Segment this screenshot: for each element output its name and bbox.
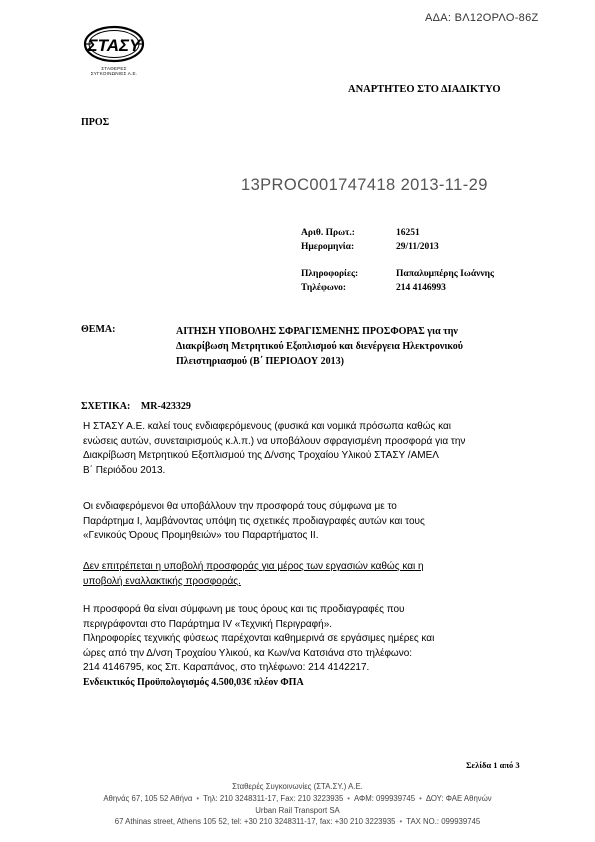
reference-label: ΣΧΕΤΙΚΑ: (81, 401, 131, 412)
posted-notice: ΑΝΑΡΤΗΤΕΟ ΣΤΟ ΔΙΑΔΙΚΤΥΟ (348, 84, 501, 95)
footer (0, 781, 595, 828)
subject-text (176, 324, 536, 369)
subject-line: Διακρίβωση Μετρητικού Εξοπλισμού και διενέργεια Ηλεκτρονικού (176, 341, 463, 352)
body-line: Οι ενδιαφερόμενοι θα υποβάλλουν την προσφορά τους σύμφωνα με το (83, 501, 397, 512)
procurement-id: 13PROC001747418 2013-11-29 (241, 176, 488, 194)
subject-line: ΑΙΤΗΣΗ ΥΠΟΒΟΛΗΣ ΣΦΡΑΓΙΣΜΕΝΗΣ ΠΡΟΣΦΟΡΑΣ για την (176, 326, 458, 337)
logo-wordmark: ΣΤΑΣΥ (87, 36, 141, 55)
page-number: Σελίδα 1 από 3 (466, 760, 520, 770)
recipient-label: ΠΡΟΣ (81, 117, 110, 128)
footer-phone: Τηλ: 210 3248311-17, Fax: 210 3223935 (203, 793, 344, 803)
date-value: 29/11/2013 (396, 242, 439, 252)
footer-tax-office: ΔΟΥ: ΦΑΕ Αθηνών (425, 793, 492, 803)
body-line: 214 4146795, κος Σπ. Καραπάνος, στο τηλέφωνο: 214 4142217. (83, 662, 370, 673)
body-line: ενώσεις αυτών, συνεταιρισμούς κ.λ.π.) να υποβάλουν σφραγισμένη προσφορά για την (83, 435, 466, 447)
body-paragraph-3 (83, 560, 538, 589)
footer-address-en: 67 Athinas street, Athens 105 52, tel: +30 210 3248311-17, fax: +30 210 3223935 (114, 817, 396, 827)
body-paragraph-2 (83, 500, 538, 544)
body-line: ώρες από την Δ/νση Τροχαίου Υλικού, κα Κων/να Κατσιάνα στο τηλέφωνο: (83, 647, 413, 659)
body-line: «Γενικούς Όρους Προμηθειών» του Παραρτήματος ΙΙ. (83, 530, 319, 541)
bullet-icon: • (196, 793, 200, 803)
footer-vat: ΑΦΜ: 099939745 (354, 793, 416, 803)
reference (81, 401, 191, 412)
body-line: Παράρτημα Ι, λαμβάνοντας υπόψη τις σχετικές προδιαγραφές αυτών και τους (83, 515, 425, 527)
body-line: Η ΣΤΑΣΥ Α.Ε. καλεί τους ενδιαφερόμενους (φυσικά και νομικά πρόσωπα καθώς και (83, 421, 451, 432)
protocol-number-value: 16251 (396, 228, 420, 238)
phone-label: Τηλέφωνο: (301, 283, 346, 293)
footer-tax-no: TAX NO.: 099939745 (406, 817, 481, 827)
body-line: Β΄ Περιόδου 2013. (83, 464, 166, 476)
footer-company-en: Urban Rail Transport SA (255, 805, 340, 815)
stasy-logo (83, 24, 145, 78)
info-value: Παπαλυμπέρης Ιωάννης (396, 269, 495, 279)
ada-code: ΑΔΑ: ΒΛ12ΟΡΛΟ-86Ζ (425, 12, 539, 24)
footer-address: Αθηνάς 67, 105 52 Αθήνα (103, 793, 193, 803)
bullet-icon: • (419, 793, 422, 803)
body-line: Δεν επιτρέπεται η υποβολή προσφοράς για μέρος των εργασιών καθώς και η (83, 561, 424, 572)
phone-value: 214 4146993 (396, 283, 446, 293)
protocol-number-label: Αριθ. Πρωτ.: (301, 228, 355, 238)
body-line: Η προσφορά θα είναι σύμφωνη με τους όρους και τις προδιαγραφές που (83, 604, 405, 615)
date-label: Ημερομηνία: (301, 242, 355, 252)
logo-subtext: ΣΤΑΘΕΡΕΣ ΣΥΓΚΟΙΝΩΝΙΕΣ Α.Ε. (90, 66, 138, 76)
body-paragraph-4 (83, 603, 538, 690)
body-paragraph-1 (83, 420, 538, 478)
bullet-icon: • (347, 793, 351, 803)
stasy-logo-icon (83, 24, 145, 66)
footer-address-en-line (0, 816, 595, 828)
subject-label: ΘΕΜΑ: (81, 324, 116, 335)
reference-value: MR-423329 (140, 401, 191, 412)
body-line: περιγράφονται στο Παράρτημα IV «Τεχνική Περιγραφή». (83, 618, 333, 630)
subject-line: Πλειστηριασμού (Β΄ ΠΕΡΙΟΔΟΥ 2013) (176, 356, 344, 367)
bullet-icon: • (399, 817, 403, 827)
info-label: Πληροφορίες: (301, 269, 359, 279)
footer-address-line (0, 793, 595, 805)
body-line: Πληροφορίες τεχνικής φύσεως παρέχονται καθημερινά σε εργάσιμες ημέρες και (83, 633, 435, 644)
body-line: Διακρίβωση Μετρητικού Εξοπλισμού της Δ/νσης Τροχαίου Υλικού ΣΤΑΣΥ /ΑΜΕΛ (83, 450, 439, 461)
budget-line: Ενδεικτικός Προϋπολογισμός 4.500,03€ πλέον ΦΠΑ (83, 676, 304, 688)
footer-company: Σταθερές Συγκοινωνίες (ΣΤΑ.ΣΥ.) Α.Ε. (232, 782, 363, 791)
body-line: υποβολή εναλλακτικής προσφοράς. (83, 575, 241, 587)
